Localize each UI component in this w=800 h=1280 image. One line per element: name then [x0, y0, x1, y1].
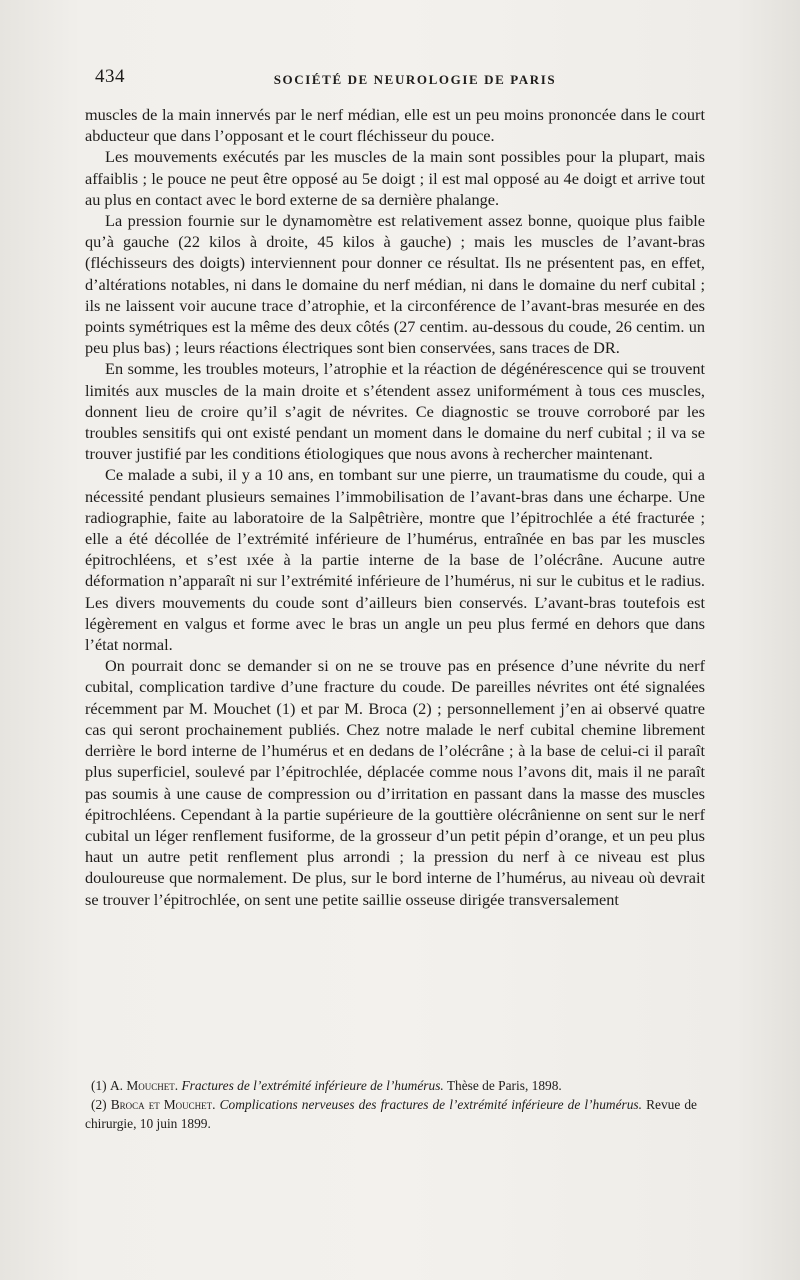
paragraph: En somme, les troubles moteurs, l’atrophie et la réaction de dégénérescence qui se trouvent limités aux muscles de la main droite et s’étendent assez uniformément à tous ces muscles, donnent lieu de croire qu’il s’agit de névrites. Ce diagnostic se trouve corroboré par les troubles sensitifs qui ont existé pendant un moment dans le domaine du nerf cubital ; il va se trouver justifié par les conditions étiologiques que nous avons à rechercher maintenant. [85, 359, 705, 464]
running-title: SOCIÉTÉ DE NEUROLOGIE DE PARIS [273, 72, 557, 87]
footnote-2 [85, 1095, 697, 1133]
page-number: 434 [95, 66, 125, 87]
footnote-author: A. Mouchet. [109, 1078, 179, 1093]
body-text [85, 104, 705, 910]
paragraph: Ce malade a subi, il y a 10 ans, en tombant sur une pierre, un traumatisme du coude, qui a nécessité pendant plusieurs semaines l’immobilisation de l’avant-bras dans une écharpe. Une radiographie, faite au laboratoire de la Salpêtrière, montre que l’épitrochlée a été fracturée ; elle a été décollée de l’extrémité inférieure de l’humérus, entraînée en bas par les muscles épitrochléens, et s’est ıxée à la partie interne de la base de l’olécrâne. Aucune autre déformation n’apparaît ni sur l’extrémité inférieure de l’humérus, ni sur le cubitus et le radius. Les divers mouvements du coude sont d’ailleurs bien conservés. L’avant-bras toutefois est légèrement en valgus et forme avec le bras un angle un peu plus fermé en dehors que dans l’état normal. [85, 465, 705, 655]
footnote-author: Broca et Mouchet. [110, 1097, 216, 1112]
paragraph: On pourrait donc se demander si on ne se trouve pas en présence d’une névrite du nerf cubital, complication tardive d’une fracture du coude. De pareilles névrites ont été signalées récemment par M. Mouchet (1) et par M. Broca (2) ; personnellement j’en ai observé quatre cas qui seront prochainement publiés. Chez notre malade le nerf cubital chemine librement derrière le bord interne de l’humérus et en dedans de l’olécrâne ; à la base de celui-ci il paraît plus superficiel, soulevé par l’épitrochlée, déplacée comme nous l’avons dit, mais il ne paraît pas soumis à une cause de compression ou d’irritation en passant dans la masse des muscles épitrochléens. Cependant à la partie supérieure de la gouttière olécrânienne on sent sur le nerf cubital un léger renflement fusiforme, de la grosseur d’un petit pépin d’orange, et un peu plus haut un autre petit renflement plus arrondi ; la pression du nerf à ce niveau est plus douloureuse que normalement. De plus, sur le bord interne de l’humérus, au niveau où devrait se trouver l’épitrochlée, on sent une petite saillie osseuse dirigée transversalement [85, 656, 705, 909]
footnote-title: Complications nerveuses des fractures de l’extrémité inférieure de l’humérus. [219, 1097, 642, 1112]
paragraph: muscles de la main innervés par le nerf médian, elle est un peu moins prononcée dans le court abducteur que dans l’opposant et le court fléchisseur du pouce. [85, 105, 705, 146]
footnote-source: Revue de chirurgie, 10 juin 1899. [85, 1097, 697, 1131]
footnote-1 [85, 1076, 697, 1095]
page-header [95, 66, 695, 96]
footnote-marker: (1) [91, 1078, 107, 1093]
footnote-marker: (2) [91, 1097, 107, 1112]
paragraph: Les mouvements exécutés par les muscles de la main sont possibles pour la plupart, mais affaiblis ; le pouce ne peut être opposé au 5e doigt ; il est mal opposé au 4e doigt et arrive tout au plus en contact avec le bord externe de sa dernière phalange. [85, 147, 705, 209]
footnotes [85, 1076, 697, 1133]
paragraph: La pression fournie sur le dynamomètre est relativement assez bonne, quoique plus faible qu’à gauche (22 kilos à droite, 45 kilos à gauche) ; mais les muscles de l’avant-bras (fléchisseurs des doigts) interviennent pour donner ce résultat. Ils ne présentent pas, en effet, d’altérations notables, ni dans le domaine du nerf médian, ni dans le domaine du nerf cubital ; ils ne laissent voir aucune trace d’atrophie, et la circonférence de l’avant-bras mesurée en des points symétriques est la même des deux côtés (27 centim. au-dessous du coude, 26 centim. un peu plus bas) ; leurs réactions électriques sont bien conservées, sans traces de DR. [85, 211, 705, 358]
footnote-title: Fractures de l’extrémité inférieure de l’humérus. [181, 1078, 444, 1093]
footnote-source: Thèse de Paris, 1898. [446, 1078, 562, 1093]
